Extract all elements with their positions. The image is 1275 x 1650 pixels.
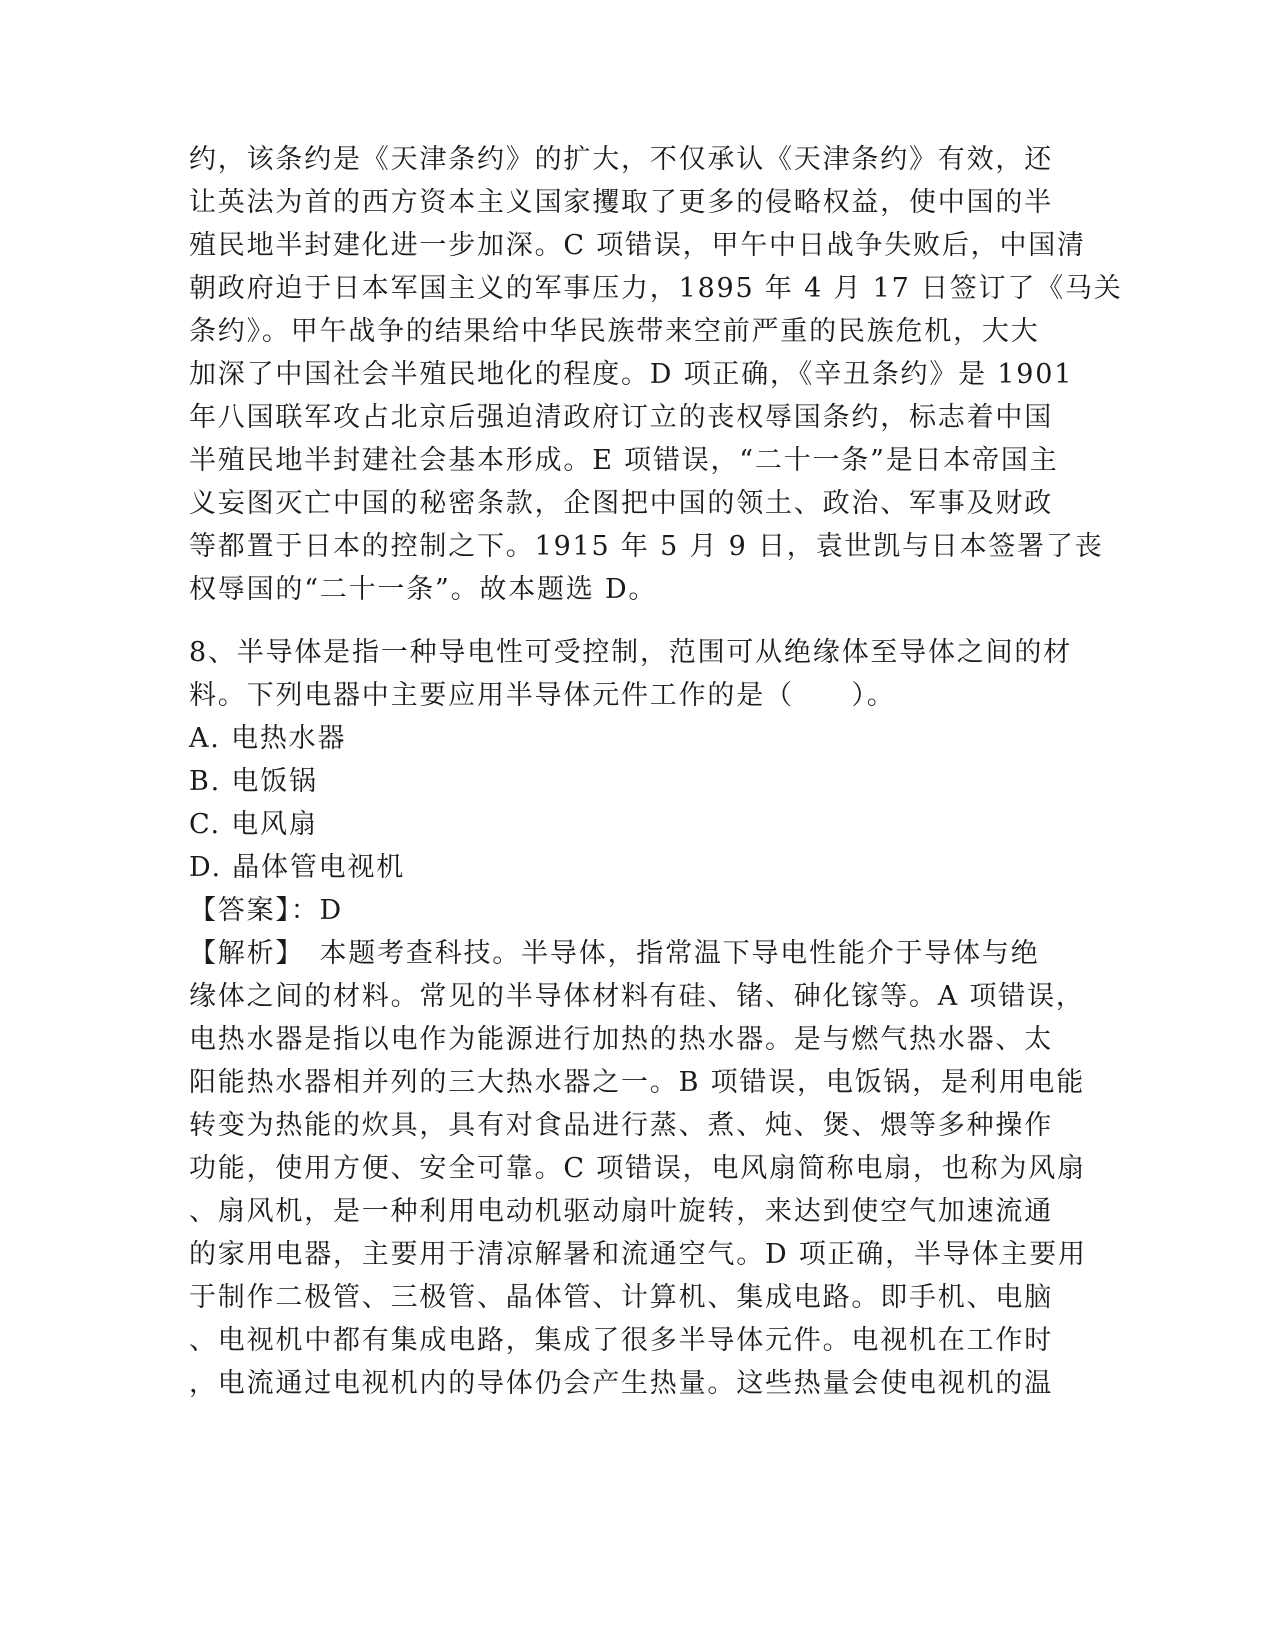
previous-explanation-line: 约，该条约是《天津条约》的扩大，不仅承认《天津条约》有效，还 bbox=[189, 144, 1053, 175]
analysis-line: 【解析】 本题考查科技。半导体，指常温下导电性能介于导体与绝 bbox=[189, 938, 1040, 969]
analysis-line: 、扇风机，是一种利用电动机驱动扇叶旋转，来达到使空气加速流通 bbox=[189, 1196, 1053, 1227]
analysis-line: 的家用电器，主要用于清凉解暑和流通空气。D 项正确，半导体主要用 bbox=[189, 1239, 1087, 1270]
answer-line: 【答案】：D bbox=[189, 895, 343, 926]
analysis-line: 转变为热能的炊具，具有对食品进行蒸、煮、炖、煲、煨等多种操作 bbox=[189, 1110, 1053, 1141]
analysis-line: ，电流通过电视机内的导体仍会产生热量。这些热量会使电视机的温 bbox=[189, 1368, 1053, 1399]
previous-explanation-line: 加深了中国社会半殖民地化的程度。D 项正确，《辛丑条约》是 1901 bbox=[189, 359, 1074, 390]
analysis-line: 、电视机中都有集成电路，集成了很多半导体元件。电视机在工作时 bbox=[189, 1325, 1053, 1356]
analysis-line: 阳能热水器相并列的三大热水器之一。B 项错误，电饭锅，是利用电能 bbox=[189, 1067, 1086, 1098]
previous-explanation-line: 让英法为首的西方资本主义国家攫取了更多的侵略权益，使中国的半 bbox=[189, 187, 1053, 218]
previous-explanation-line: 殖民地半封建化进一步加深。C 项错误，甲午中日战争失败后，中国清 bbox=[189, 230, 1086, 261]
question-stem-line: 8、半导体是指一种导电性可受控制，范围可从绝缘体至导体之间的材 bbox=[189, 637, 1072, 668]
analysis-line: 缘体之间的材料。常见的半导体材料有硅、锗、砷化镓等。A 项错误， bbox=[189, 981, 1085, 1012]
option-a: A. 电热水器 bbox=[189, 723, 347, 754]
question-stem-line: 料。下列电器中主要应用半导体元件工作的是（ ）。 bbox=[189, 680, 896, 711]
option-d: D. 晶体管电视机 bbox=[189, 852, 406, 883]
previous-explanation-line: 年八国联军攻占北京后强迫清政府订立的丧权辱国条约，标志着中国 bbox=[189, 402, 1053, 433]
analysis-line: 功能，使用方便、安全可靠。C 项错误，电风扇简称电扇，也称为风扇 bbox=[189, 1153, 1086, 1184]
previous-explanation-line: 等都置于日本的控制之下。1915 年 5 月 9 日，袁世凯与日本签署了丧 bbox=[189, 531, 1104, 562]
analysis-line: 电热水器是指以电作为能源进行加热的热水器。是与燃气热水器、太 bbox=[189, 1024, 1053, 1055]
previous-explanation-line: 朝政府迫于日本军国主义的军事压力，1895 年 4 月 17 日签订了《马关 bbox=[189, 273, 1123, 304]
option-b: B. 电饭锅 bbox=[189, 766, 318, 797]
analysis-line: 于制作二极管、三极管、晶体管、计算机、集成电路。即手机、电脑 bbox=[189, 1282, 1053, 1313]
previous-explanation-line: 半殖民地半封建社会基本形成。E 项错误，“二十一条”是日本帝国主 bbox=[189, 445, 1059, 476]
previous-explanation-line: 义妄图灭亡中国的秘密条款，企图把中国的领土、政治、军事及财政 bbox=[189, 488, 1053, 519]
previous-explanation-line: 权辱国的“二十一条”。故本题选 D。 bbox=[189, 574, 658, 605]
option-c: C. 电风扇 bbox=[189, 809, 318, 840]
previous-explanation-line: 条约》。甲午战争的结果给中华民族带来空前严重的民族危机，大大 bbox=[189, 316, 1040, 347]
